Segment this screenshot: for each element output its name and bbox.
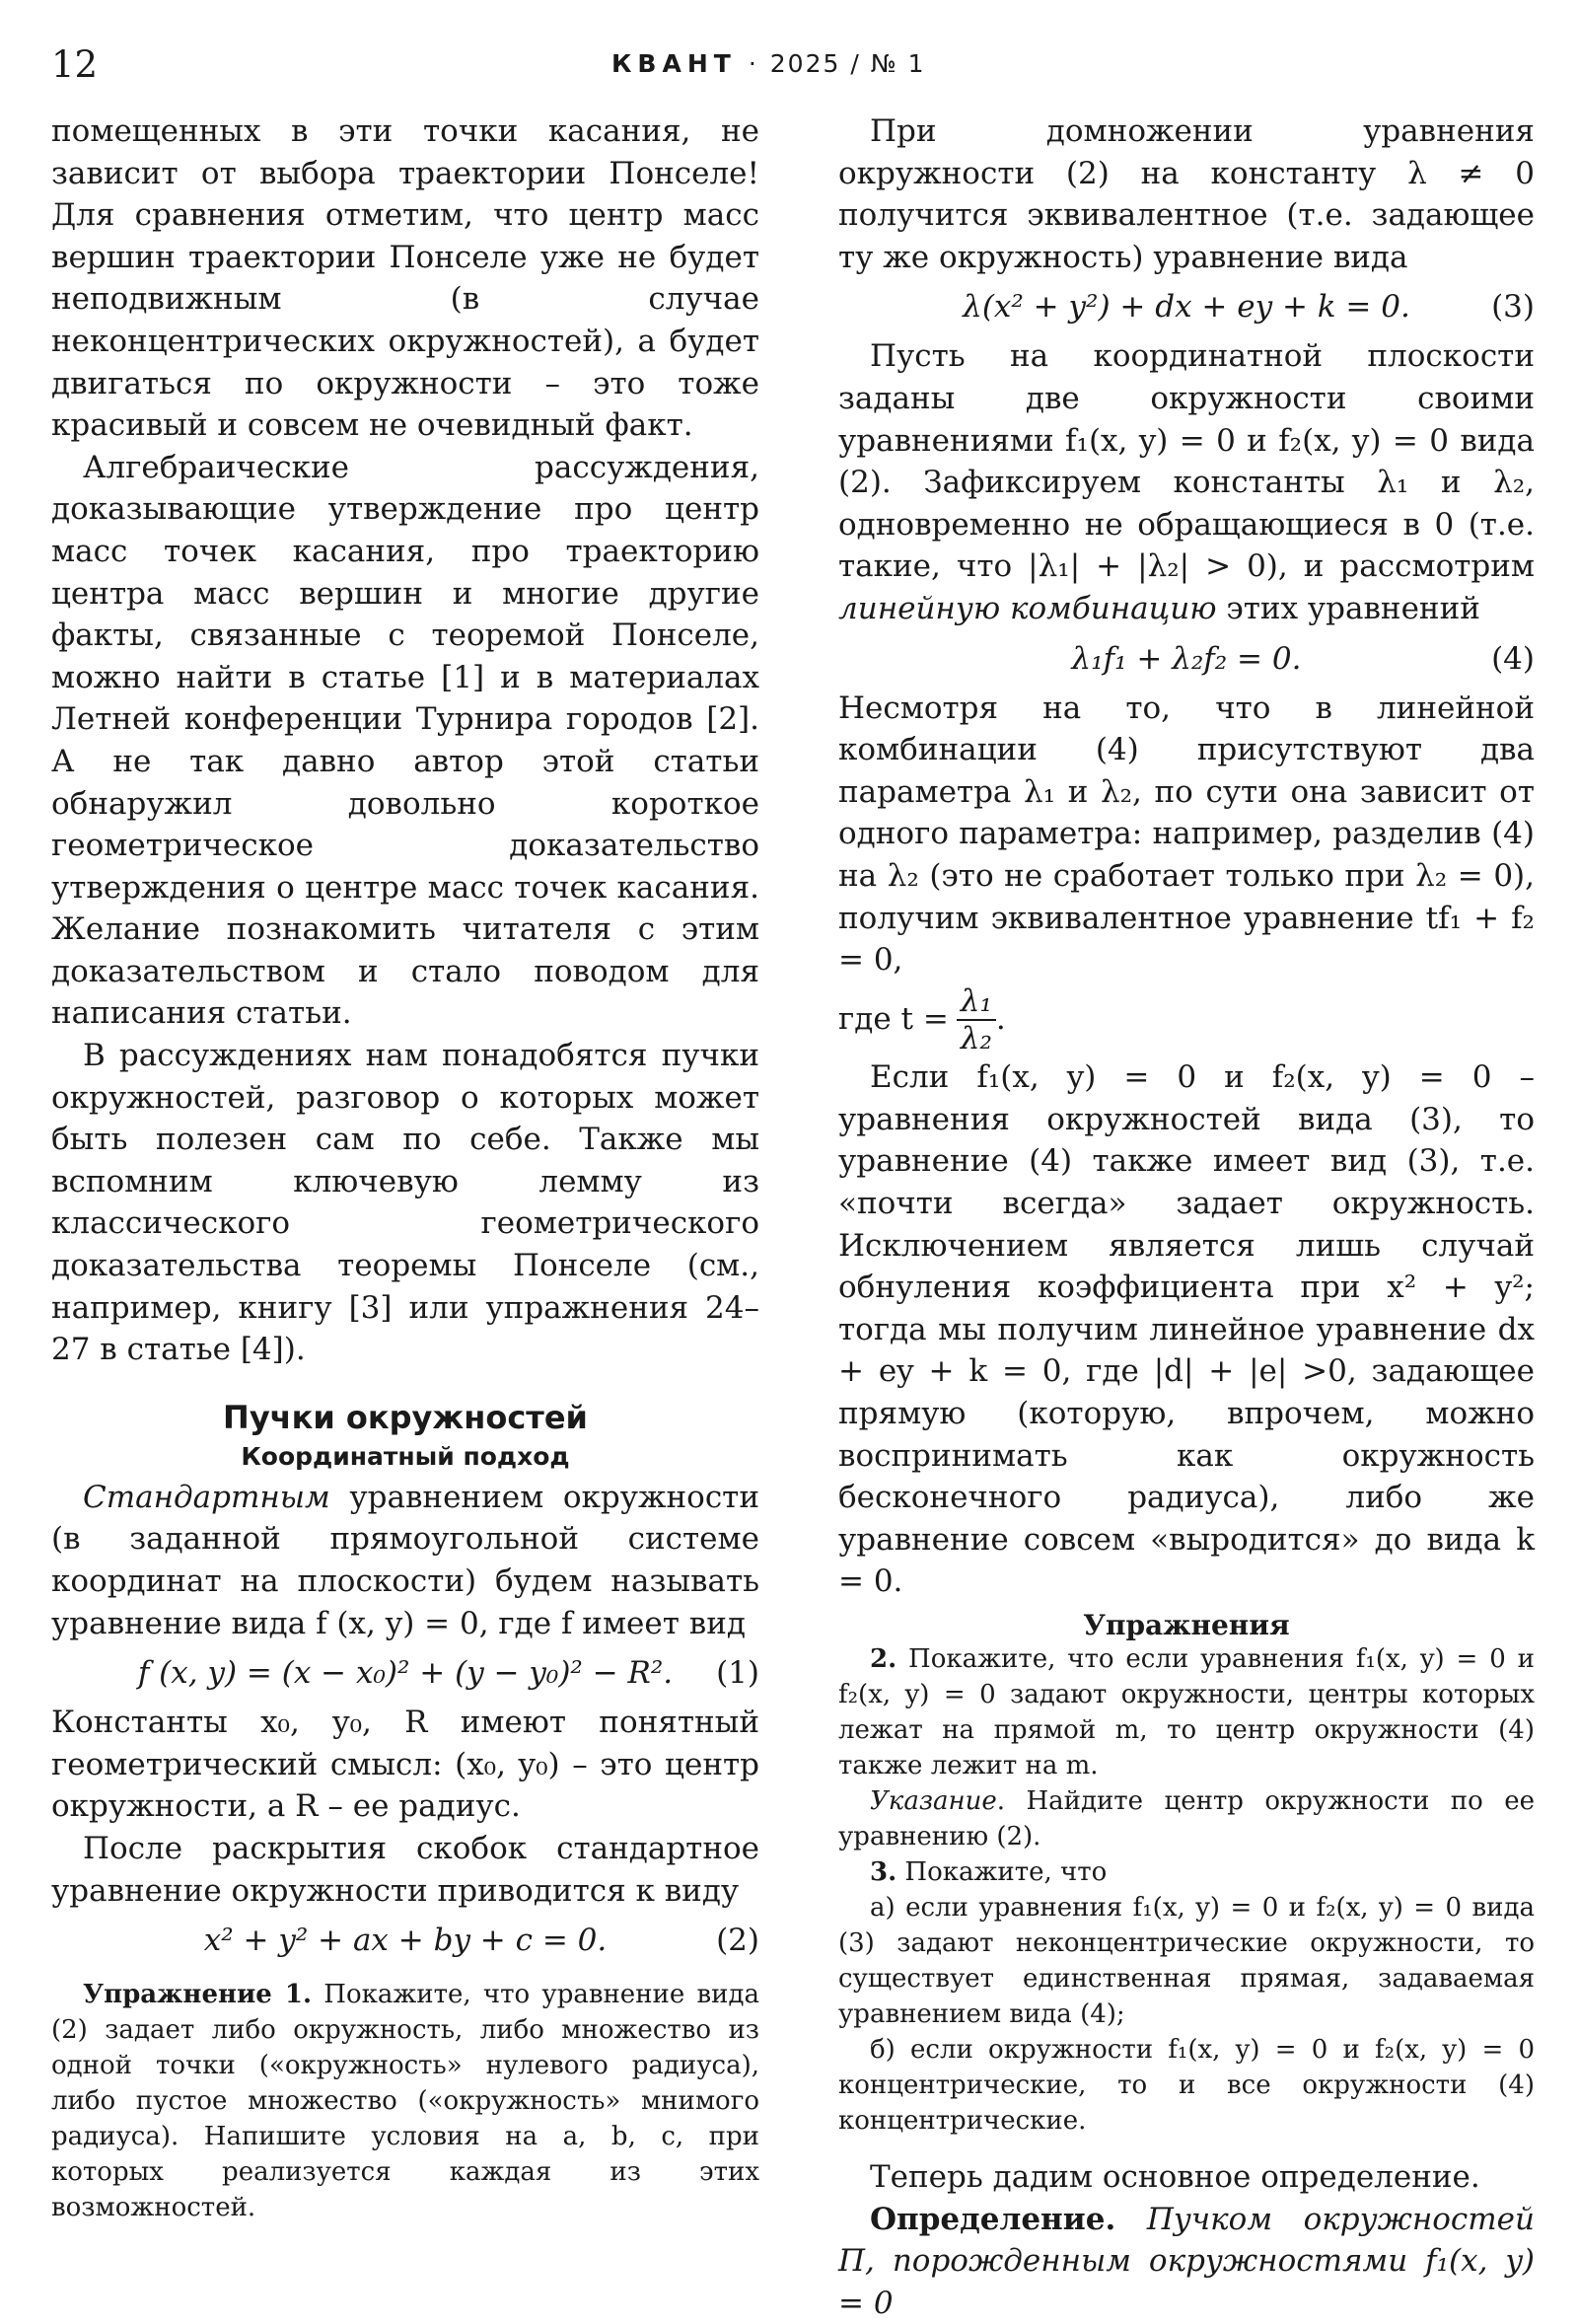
exercise-2 <box>838 1641 1535 1783</box>
formula-3-number: (3) <box>1491 278 1535 335</box>
header-separator: · <box>749 49 758 78</box>
exercise-1 <box>51 1977 759 2225</box>
exercise-3b: б) если окружности f₁(x, y) = 0 и f₂(x, y) = 0 концентрические, то и все окружности (4) концентрические. <box>838 2032 1535 2139</box>
exercise-2-label: 2. <box>870 1644 897 1674</box>
formula-3 <box>838 278 1535 335</box>
hint-text: . Найдите центр окружности по ее уравнению (2). <box>838 1786 1535 1852</box>
formula-1-number: (1) <box>716 1644 759 1702</box>
exercise-3-text: Покажите, что <box>897 1857 1107 1887</box>
fraction-denominator: λ₂ <box>957 1021 996 1056</box>
exercise-2-text: Покажите, что если уравнения f₁(x, y) = 0 и f₂(x, y) = 0 задают окружности, центры которых лежат на прямой m, то центр окружности (4) также лежит на m. <box>838 1644 1535 1780</box>
right-column <box>838 110 1535 2324</box>
right-paragraph-3: Несмотря на то, что в линейной комбинации (4) присутствуют два параметра λ₁ и λ₂, по сути она зависит от одного параметра: например, разделив (4) на λ₂ (это не сработает только при λ₂ = 0), получим эквивалентное уравнение tf₁ + f₂ = 0, <box>838 688 1535 981</box>
section-title: Пучки окружностей <box>51 1399 759 1436</box>
exercise-1-text: Покажите, что уравнение вида (2) задает либо окружность, либо множество из одной точки («окружность» нулевого радиуса), либо пустое множество («окружность» мнимого радиуса). Напишите условия на a, b, c, при которых реализуется каждая из этих возможностей. <box>51 1980 759 2222</box>
left-paragraph-4-rest: уравнением окружности (в заданной прямоугольной системе координат на плоскости) будем называть уравнение вида f (x, y) = 0, где f имеет вид <box>51 1480 759 1641</box>
definition <box>838 2199 1535 2324</box>
formula-3-body: λ(x² + y²) + dx + ey + k = 0. <box>963 289 1410 325</box>
left-column <box>51 110 759 2225</box>
right-paragraph-5: Теперь дадим основное определение. <box>838 2156 1535 2199</box>
fraction-suffix: . <box>996 1001 1006 1037</box>
italic-term: Стандартным <box>83 1480 330 1515</box>
formula-4-number: (4) <box>1491 630 1535 688</box>
italic-term-combination: линейную комбинацию <box>838 591 1217 626</box>
left-paragraph-3: В рассуждениях нам понадобятся пучки окружностей, разговор о которых может быть полезен сам по себе. Также мы вспомним ключевую лемму из классического геометрического доказательства теоремы Понселе (см., например, книгу [3] или упражнения 24–27 в статье [4]). <box>51 1035 759 1371</box>
right-paragraph-2-a: Пусть на координатной плоскости заданы две окружности своими уравнениями f₁(x, y) = 0 и f₂(x, y) = 0 вида (2). Зафиксируем константы λ₁ и λ₂, одновременно не обращающиеся в 0 (т.е. такие, что |λ₁| + |λ₂| > 0), и рассмотрим <box>838 338 1535 584</box>
fraction-prefix: где t = <box>838 1001 949 1037</box>
right-paragraph-4: Если f₁(x, y) = 0 и f₂(x, y) = 0 – уравнения окружностей вида (3), то уравнение (4) также имеет вид (3), т.е. «почти всегда» задает окружность. Исключением является лишь случай обнуления коэффициента при x² + y²; тогда мы получим линейное уравнение dx + ey + k = 0, где |d| + |e| >0, задающее прямую (которую, впрочем, можно воспринимать как окружность бесконечного радиуса), либо же уравнение совсем «выродится» до вида k = 0. <box>838 1056 1535 1603</box>
left-paragraph-5: Константы x₀, y₀, R имеют понятный геометрический смысл: (x₀, y₀) – это центр окружности, а R – ее радиус. <box>51 1702 759 1828</box>
exercise-2-hint <box>838 1783 1535 1854</box>
magazine-title: КВАНТ <box>611 49 737 78</box>
fraction-numerator: λ₁ <box>957 983 996 1021</box>
exercises-title: Упражнения <box>838 1609 1535 1641</box>
issue-number: 2025 / № 1 <box>770 49 926 78</box>
running-header <box>611 49 926 78</box>
formula-4-body: λ₁f₁ + λ₂f₂ = 0. <box>1072 641 1302 677</box>
exercise-1-label: Упражнение 1. <box>83 1980 312 2009</box>
page-number: 12 <box>51 43 98 86</box>
formula-1 <box>51 1644 759 1702</box>
formula-1-body: f (x, y) = (x − x₀)² + (y − y₀)² − R². <box>138 1655 673 1691</box>
formula-2-number: (2) <box>716 1912 759 1969</box>
fraction-line <box>838 981 1535 1057</box>
formula-2 <box>51 1912 759 1969</box>
subsection-title: Координатный подход <box>51 1442 759 1471</box>
exercise-3-label: 3. <box>870 1857 897 1887</box>
left-paragraph-4 <box>51 1477 759 1644</box>
right-paragraph-2 <box>838 335 1535 629</box>
right-paragraph-2-b: этих уравнений <box>1217 591 1480 626</box>
definition-text: Пучком окружностей Π, порожденным окружностями f₁(x, y) = 0 <box>838 2202 1535 2321</box>
formula-2-body: x² + y² + ax + by + c = 0. <box>204 1923 608 1958</box>
fraction-t <box>957 983 996 1056</box>
left-paragraph-1: помещенных в эти точки касания, не зависит от выбора траектории Понселе! Для сравнения отметим, что центр масс вершин траектории Понселе уже не будет неподвижным (в случае неконцентрических окружностей), а будет двигаться по окружности – это тоже красивый и совсем не очевидный факт. <box>51 110 759 447</box>
left-paragraph-2: Алгебраические рассуждения, доказывающие утверждение про центр масс точек касания, про траекторию центра масс вершин и многие другие факты, связанные с теоремой Понселе, можно найти в статье [1] и в материалах Летней конференции Турнира городов [2]. А не так давно автор этой статьи обнаружил довольно короткое геометрическое доказательство утверждения о центре масс точек касания. Желание познакомить читателя с этим доказательством и стало поводом для написания статьи. <box>51 447 759 1035</box>
exercise-3 <box>838 1854 1535 1890</box>
right-paragraph-1: При домножении уравнения окружности (2) на константу λ ≠ 0 получится эквивалентное (т.е. задающее ту же окружность) уравнение вида <box>838 110 1535 278</box>
formula-4 <box>838 630 1535 688</box>
left-paragraph-6: После раскрытия скобок стандартное уравнение окружности приводится к виду <box>51 1828 759 1912</box>
hint-label: Указание <box>870 1786 997 1816</box>
exercise-3a: а) если уравнения f₁(x, y) = 0 и f₂(x, y) = 0 вида (3) задают неконцентрические окружности, то существует единственная прямая, задаваемая уравнением вида (4); <box>838 1890 1535 2032</box>
definition-label: Определение. <box>870 2202 1115 2237</box>
